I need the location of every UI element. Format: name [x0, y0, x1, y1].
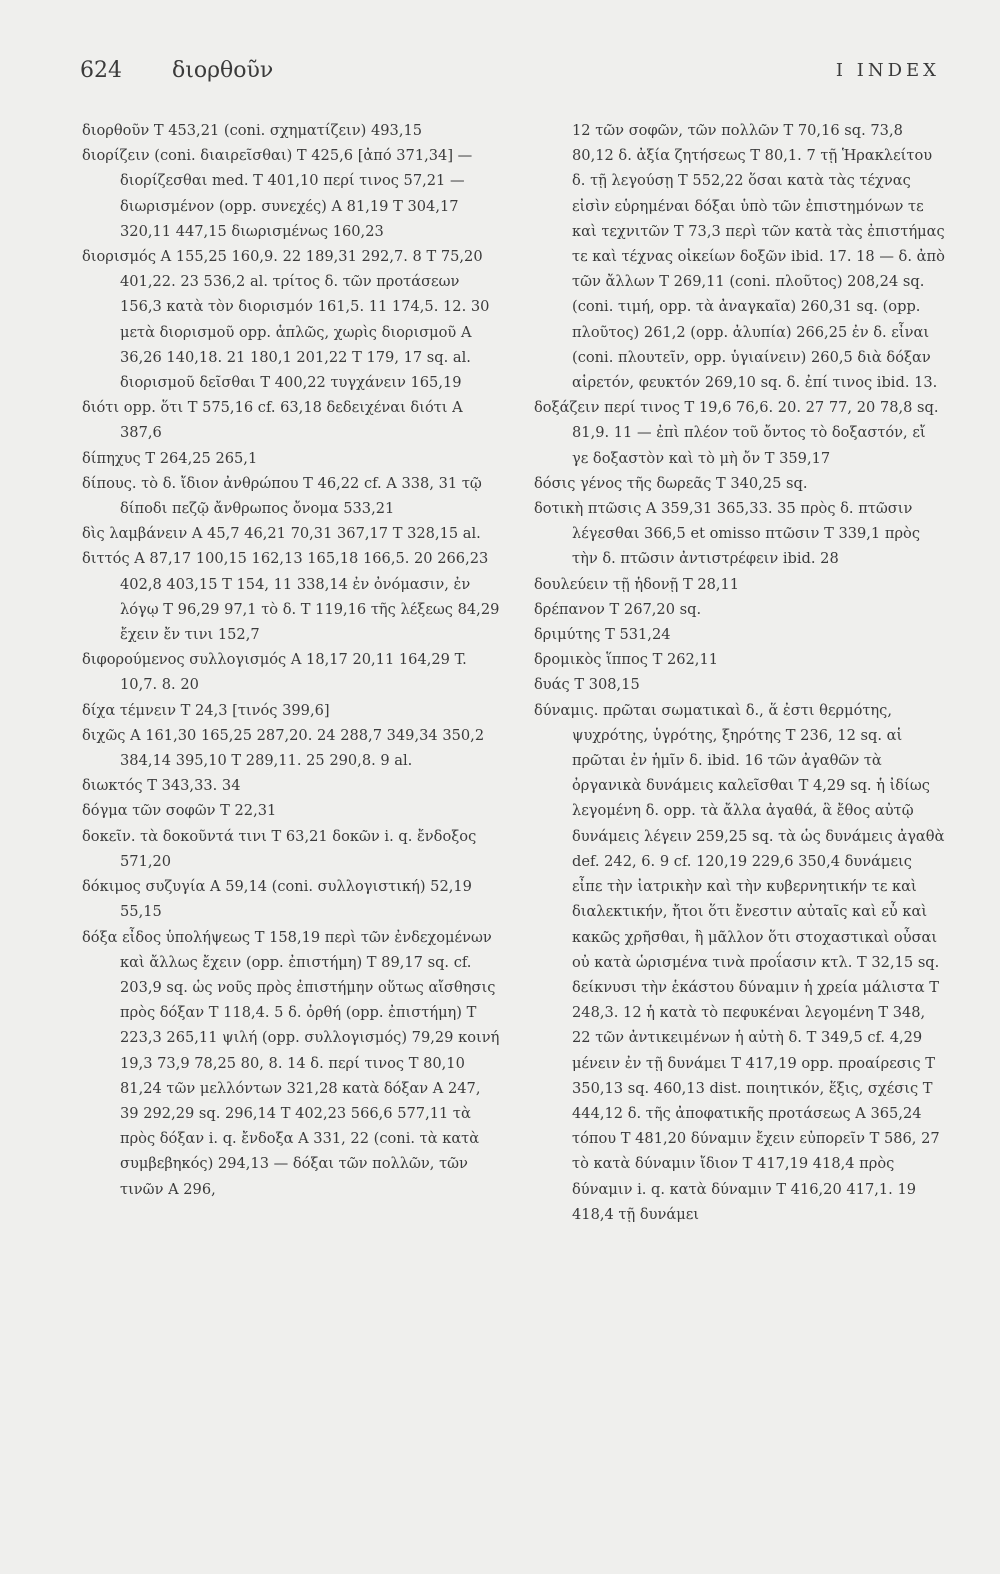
index-entry: δριμύτης T 531,24: [534, 626, 671, 644]
running-header: [80, 58, 940, 98]
index-entry: δρομικὸς ἵππος T 262,11: [534, 651, 719, 669]
index-entry: δύναμις. πρῶται σωματικαὶ δ., ἅ ἐστι θερμότης, ψυχρότης, ὑγρότης, ξηρότης T 236, 12 sq. αἱ πρῶται ἐν ἡμῖν δ. ibid. 16 τῶν ἀγαθῶν τὰ ὀργανικὰ δυνάμεις καλεῖσθαι T 4,29 sq. ἡ ἰδίως λεγομένη δ. opp. τὰ ἄλλα ἀγαθά, ἃ ἔθος αὐτῷ δυνάμεις λέγειν 259,25 sq. τὰ ὡς δυνάμεις ἀγαθὰ def. 242, 6. 9 cf. 120,19 229,6 350,4 δυνάμεις εἶπε τὴν ἰατρικὴν καὶ τὴν κυβερνητικήν τε καὶ διαλεκτικήν, ἤτοι ὅτι ἔνεστιν αὐταῖς καὶ εὖ καὶ κακῶς χρῆσθαι, ἢ μᾶλλον ὅτι στοχαστικαὶ οὖσαι οὐ κατὰ ὡρισμένα τινὰ προΐασιν κτλ. T 32,15 sq. δείκνυσι τὴν ἑκάστου δύναμιν ἡ χρεία μάλιστα T 248,3. 12 ἡ κατὰ τὸ πεφυκέναι λεγομένη T 348, 22 τῶν ἀντικειμένων ἡ αὐτὴ δ. T 349,5 cf. 4,29 μένειν ἐν τῇ δυνάμει T 417,19 opp. προαίρεσις T 350,13 sq. 460,13 dist. ποιητικόν, ἕξις, σχέσις T 444,12 δ. τῆς ἀποφατικῆς προτάσεως A 365,24 τόπου T 481,20 δύναμιν ἔχειν εὐπορεῖν T 586, 27 τὸ κατὰ δύναμιν ἴδιον T 417,19 418,4 πρὸς δύναμιν i. q. κατὰ δύναμιν T 416,20 417,1. 19 418,4 τῇ δυνάμει: [534, 701, 945, 1223]
index-entry: δυάς T 308,15: [534, 676, 640, 694]
index-entry: διορίζειν (coni. διαιρεῖσθαι) T 425,6 [ἀπό 371,34] — διορίζεσθαι med. T 401,10 περί τινος 57,21 — διωρισμένον (opp. συνεχές) A 81,19 T 304,17 320,11 447,15 διωρισμένως 160,23: [82, 147, 473, 240]
index-entry-continuation: 12 τῶν σοφῶν, τῶν πολλῶν T 70,16 sq. 73,8 80,12 δ. ἀξία ζητήσεως T 80,1. 7 τῇ Ἡρακλείτου δ. τῇ λεγούσῃ T 552,22 ὅσαι κατὰ τὰς τέχνας εἰσὶν εὑρημέναι δόξαι ὑπὸ τῶν ἐπιστημόνων τε καὶ τεχνιτῶν T 73,3 περὶ τῶν κατὰ τὰς ἐπιστήμας τε καὶ τέχνας οἰκείων δοξῶν ibid. 17. 18 — δ. ἀπὸ τῶν ἄλλων T 269,11 (coni. πλοῦτος) 208,24 sq. (coni. τιμή, opp. τὰ ἀναγκαῖα) 260,31 sq. (opp. πλοῦτος) 261,2 (opp. ἀλυπία) 266,25 ἐν δ. εἶναι (coni. πλουτεῖν, opp. ὑγιαίνειν) 260,5 διὰ δόξαν αἱρετόν, φευκτόν 269,10 sq. δ. ἐπί τινος ibid. 13.: [572, 122, 945, 392]
index-entry: διωκτός T 343,33. 34: [82, 777, 241, 795]
index-entry: δοτικὴ πτῶσις A 359,31 365,33. 35 πρὸς δ. πτῶσιν λέγεσθαι 366,5 et omisso πτῶσιν T 339,1 πρὸς τὴν δ. πτῶσιν ἀντιστρέφειν ibid. 28: [534, 500, 920, 568]
index-entry: δουλεύειν τῇ ἡδονῇ T 28,11: [534, 575, 740, 593]
head-word: διορθοῦν: [172, 58, 274, 83]
index-entry: διορθοῦν T 453,21 (coni. σχηματίζειν) 493,15: [82, 122, 423, 139]
index-entry: δοξάζειν περί τινος T 19,6 76,6. 20. 27 77, 20 78,8 sq. 81,9. 11 — ἐπὶ πλέον τοῦ ὄντος τὸ δοξαστόν, εἴ γε δοξαστὸν καὶ τὸ μὴ ὄν T 359,17: [534, 399, 939, 467]
index-entry: διττός A 87,17 100,15 162,13 165,18 166,5. 20 266,23 402,8 403,15 T 154, 11 338,14 ἐν ὀνόμασιν, ἐν λόγῳ T 96,29 97,1 τὸ δ. T 119,16 τῆς λέξεως 84,29 ἔχειν ἔν τινι 152,7: [82, 550, 500, 644]
index-entry: δίχα τέμνειν T 24,3 [τινός 399,6]: [82, 701, 330, 719]
index-entry: διφορούμενος συλλογισμός A 18,17 20,11 164,29 T. 10,7. 8. 20: [82, 651, 467, 694]
section-title: I INDEX: [835, 60, 940, 81]
index-entry: διότι opp. ὅτι T 575,16 cf. 63,18 δεδειχέναι διότι A 387,6: [82, 399, 463, 442]
index-entry: δοκεῖν. τὰ δοκοῦντά τινι T 63,21 δοκῶν i. q. ἔνδοξος 571,20: [82, 827, 477, 870]
index-entry: δρέπανον T 267,20 sq.: [534, 600, 702, 618]
index-entry: δίπηχυς T 264,25 265,1: [82, 449, 258, 467]
index-entry: δόκιμος συζυγία A 59,14 (coni. συλλογιστική) 52,19 55,15: [82, 878, 472, 921]
index-entry: διχῶς A 161,30 165,25 287,20. 24 288,7 349,34 350,2 384,14 395,10 T 289,11. 25 290,8. 9 al.: [82, 726, 485, 770]
right-column: [534, 118, 946, 1227]
index-entry: διορισμός A 155,25 160,9. 22 189,31 292,7. 8 T 75,20 401,22. 23 536,2 al. τρίτος δ. τῶν προτάσεων 156,3 κατὰ τὸν διορισμόν 161,5. 11 174,5. 12. 30 μετὰ διορισμοῦ opp. ἁπλῶς, χωρὶς διορισμοῦ A 36,26 140,18. 21 180,1 201,22 T 179, 17 sq. al. διορισμοῦ δεῖσθαι T 400,22 τυγχάνειν 165,19: [82, 248, 490, 392]
index-entry: δὶς λαμβάνειν A 45,7 46,21 70,31 367,17 T 328,15 al.: [82, 525, 481, 543]
left-column: [82, 118, 502, 1202]
index-entry: δίπους. τὸ δ. ἴδιον ἀνθρώπου T 46,22 cf. A 338, 31 τῷ δίποδι πεζῷ ἄνθρωπος ὄνομα 533,21: [82, 474, 482, 518]
index-entry: δόγμα τῶν σοφῶν T 22,31: [82, 802, 277, 820]
index-entry: δόξα εἶδος ὑπολήψεως T 158,19 περὶ τῶν ἐνδεχομένων καὶ ἄλλως ἔχειν (opp. ἐπιστήμη) T 89,17 sq. cf. 203,9 sq. ὡς νοῦς πρὸς ἐπιστήμην οὕτως αἴσθησις πρὸς δόξαν T 118,4. 5 δ. ὀρθή (opp. ἐπιστήμη) T 223,3 265,11 ψιλή (opp. συλλογισμός) 79,29 κοινή 19,3 73,9 78,25 80, 8. 14 δ. περί τινος T 80,10 81,24 τῶν μελλόντων 321,28 κατὰ δόξαν A 247, 39 292,29 sq. 296,14 T 402,23 566,6 577,11 τὰ πρὸς δόξαν i. q. ἔνδοξα A 331, 22 (coni. τὰ κατὰ συμβεβηκός) 294,13 — δόξαι τῶν πολλῶν, τῶν τινῶν A 296,: [82, 928, 500, 1198]
index-entry: δόσις γένος τῆς δωρεᾶς T 340,25 sq.: [534, 474, 808, 492]
page-number: 624: [80, 58, 122, 83]
